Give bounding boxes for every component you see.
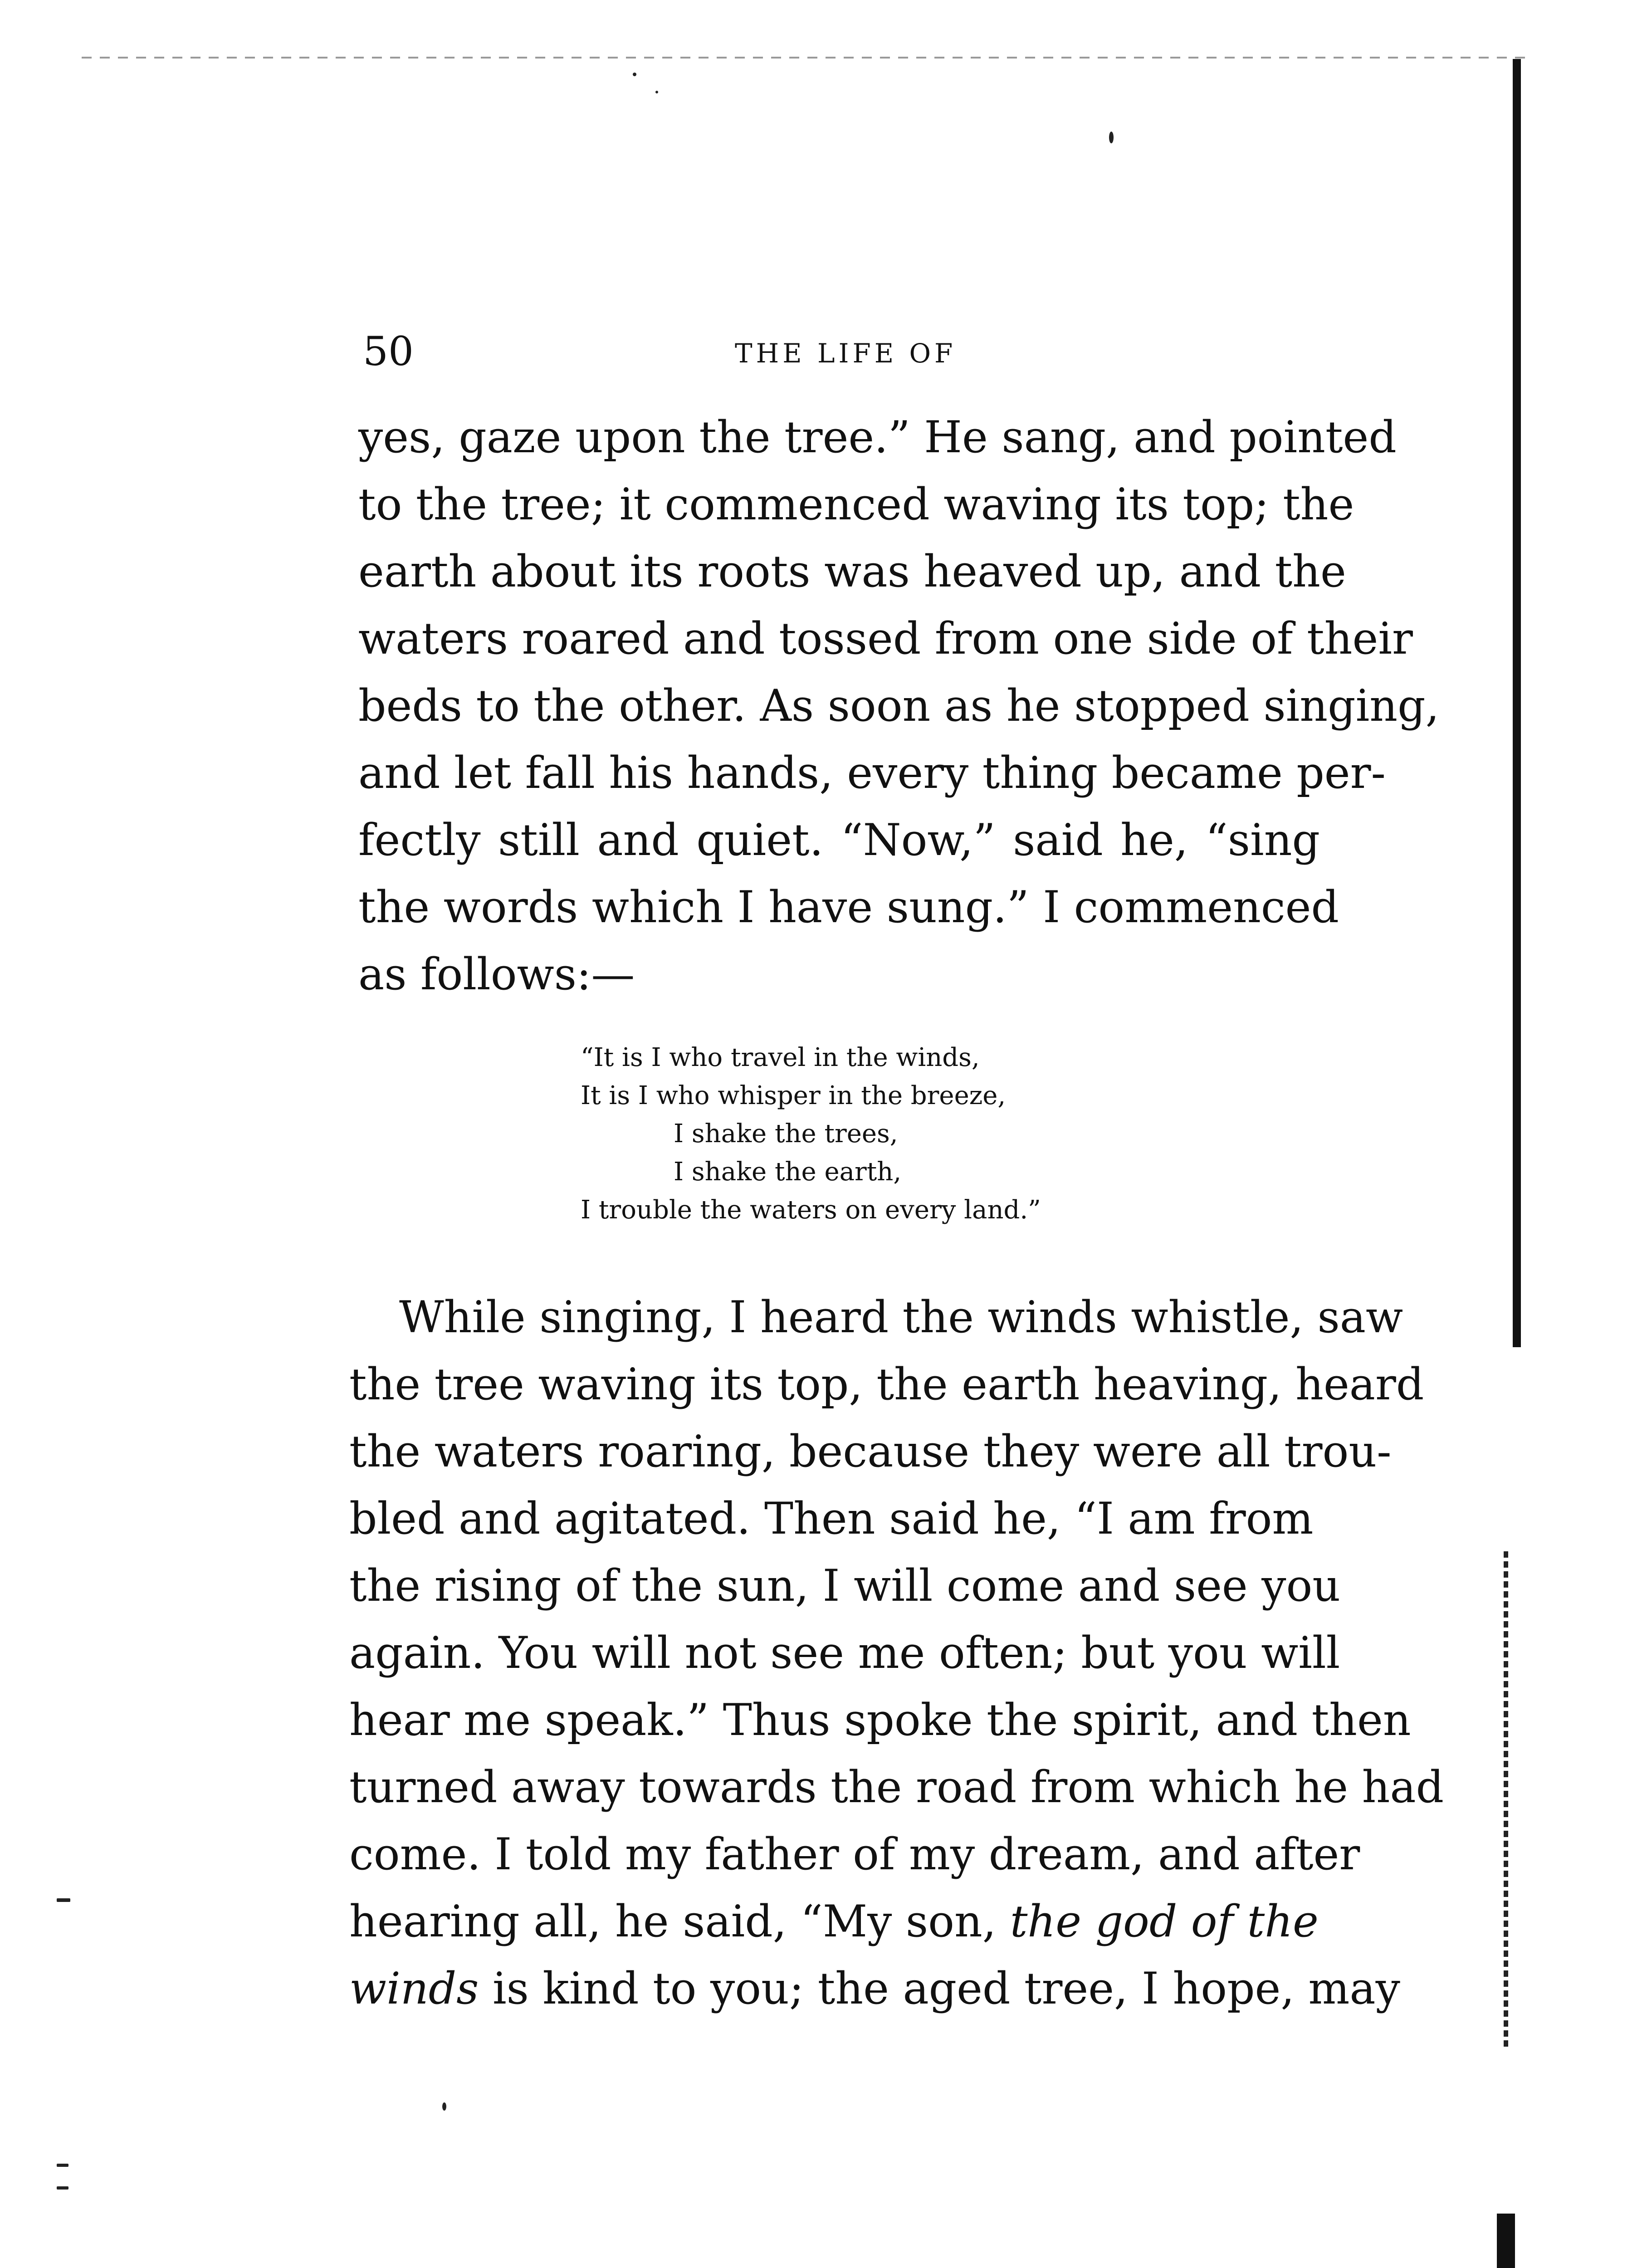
scan-speck — [633, 73, 636, 76]
text-line: as follows:— — [358, 949, 635, 1000]
text-line: hear me speak.” Thus spoke the spirit, and then — [349, 1695, 1411, 1745]
scan-edge-right — [1513, 59, 1521, 1347]
text-line: the rising of the sun, I will come and see you — [349, 1560, 1341, 1611]
text-line: and let fall his hands, every thing became per- — [358, 748, 1386, 798]
text-run: hearing all, he said, “My son, — [349, 1896, 997, 1947]
text-line: the waters roaring, because they were all trou- — [349, 1426, 1392, 1477]
paragraph-1 — [358, 404, 1440, 1008]
text-line: While singing, I heard the winds whistle, saw — [399, 1292, 1403, 1343]
scan-speck — [57, 2164, 68, 2167]
text-line: turned away towards the road from which he had — [349, 1762, 1444, 1813]
text-line: the words which I have sung.” I commenced — [358, 882, 1339, 933]
text-line — [349, 1955, 1400, 2022]
verse-line: “It is I who travel in the winds, — [581, 1043, 980, 1072]
scan-edge-right-lower — [1504, 1551, 1508, 2050]
running-head-title: THE LIFE OF — [735, 338, 957, 369]
text-line: beds to the other. As soon as he stopped singing, — [358, 680, 1440, 731]
running-head — [363, 328, 1270, 375]
verse-line: It is I who whisper in the breeze, — [581, 1081, 1006, 1110]
text-line: bled and agitated. Then said he, “I am from — [349, 1493, 1314, 1544]
paragraph-2 — [349, 1284, 1444, 2022]
text-line — [349, 1888, 1319, 1955]
text-line: come. I told my father of my dream, and after — [349, 1829, 1360, 1880]
scan-speck — [442, 2102, 446, 2111]
scan-edge-right-foot — [1497, 2214, 1515, 2268]
scan-edge-top — [82, 57, 1533, 59]
scan-speck — [655, 91, 658, 93]
italic-phrase: the god of the — [1010, 1896, 1319, 1947]
text-line: again. You will not see me often; but you will — [349, 1628, 1340, 1678]
scan-speck — [57, 2186, 68, 2190]
page-number: 50 — [363, 328, 414, 375]
text-line: fectly still and quiet. “Now,” said he, “sing — [358, 815, 1320, 865]
scan-speck — [1109, 132, 1114, 143]
text-line: yes, gaze upon the tree.” He sang, and pointed — [358, 412, 1397, 463]
italic-phrase: winds — [349, 1963, 479, 2014]
text-line: waters roared and tossed from one side of their — [358, 613, 1413, 664]
scan-speck — [57, 1898, 70, 1902]
text-line: the tree waving its top, the earth heaving, heard — [349, 1359, 1424, 1410]
verse-line: I shake the trees, — [674, 1119, 898, 1149]
verse-quotation — [581, 1039, 1080, 1229]
verse-line: I trouble the waters on every land.” — [581, 1195, 1041, 1225]
text-line: earth about its roots was heaved up, and the — [358, 546, 1346, 597]
text-run: is kind to you; the aged tree, I hope, may — [492, 1963, 1400, 2014]
text-line: to the tree; it commenced waving its top; the — [358, 479, 1354, 530]
verse-line: I shake the earth, — [674, 1157, 902, 1187]
